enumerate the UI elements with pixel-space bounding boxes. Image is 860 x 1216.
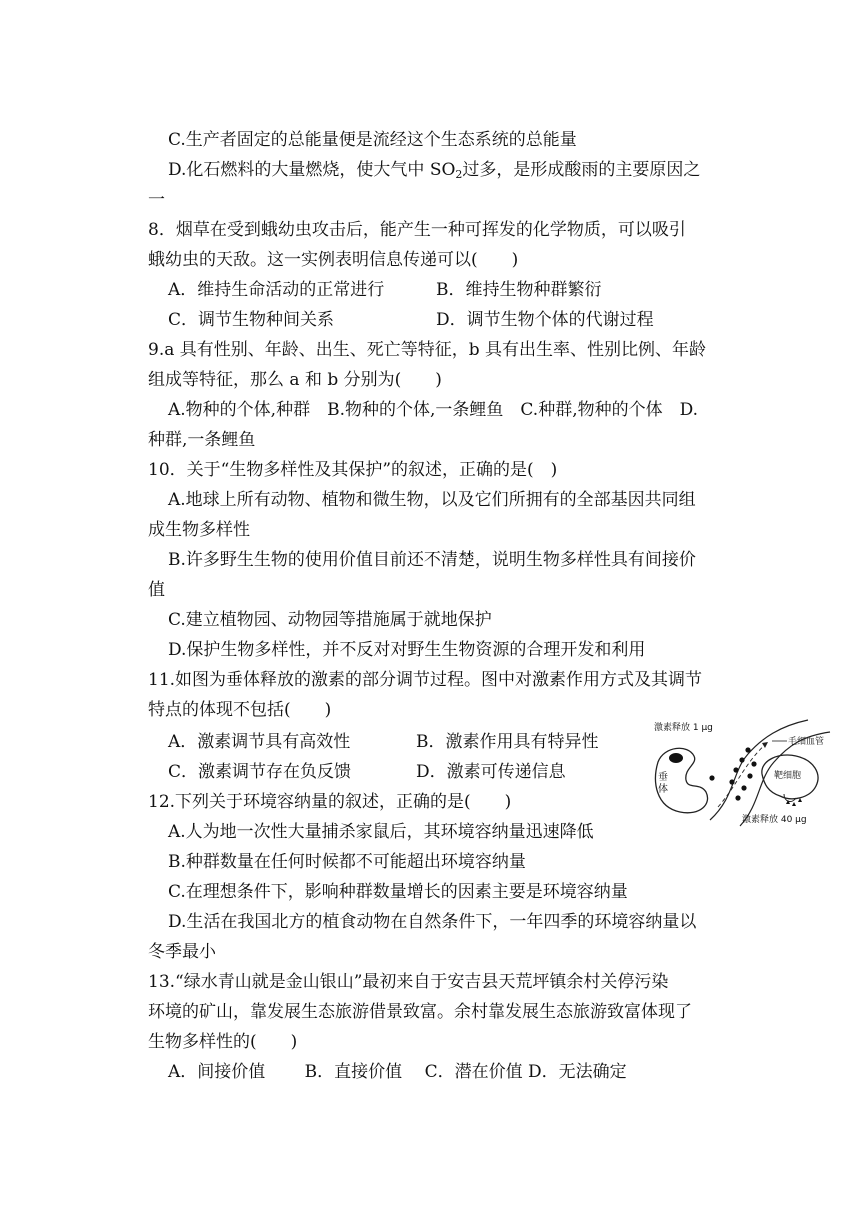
q10-option-b-line2: 值 [148,580,165,600]
q10-option-d: D.保护生物多样性，并不反对对野生生物资源的合理开发和利用 [168,640,646,660]
arrow-head-icon [762,742,768,748]
hormone-dot [729,779,734,784]
q11-stem-line1: 11.如图为垂体释放的激素的部分调节过程。图中对激素作用方式及其调节 [148,670,703,690]
q7-option-d-cont: 一 [148,190,165,210]
q10-stem: 10．关于“生物多样性及其保护”的叙述，正确的是( ) [148,460,558,480]
q9-options-line1: A.物种的个体,种群 B.物种的个体,一条鲤鱼 C.种群,物种的个体 D. [168,400,699,420]
q8-option-b: B．维持生物种群繁衍 [436,280,602,300]
hormone-dot [733,767,738,772]
label-release-top: 激素释放 1 μg [654,723,713,733]
pituitary-nucleus [669,753,683,763]
q12-stem: 12.下列关于环境容纳量的叙述，正确的是( ) [148,792,512,812]
hormone-dot [741,785,746,790]
q11-option-b: B．激素作用具有特异性 [416,732,599,752]
q13-options: A．间接价值 B．直接价值 C．潜在价值 D．无法确定 [168,1062,627,1082]
hormone-dot [735,795,740,800]
q11-option-d: D．激素可传递信息 [416,762,566,782]
q10-option-c: C.建立植物园、动物园等措施属于就地保护 [168,610,492,630]
q9-stem-line2: 组成等特征，那么 a 和 b 分别为( ) [148,370,442,390]
hormone-dot [709,775,714,780]
q8-stem-line2: 蛾幼虫的天敌。这一实例表明信息传递可以( ) [148,250,519,270]
q10-option-b-line1: B.许多野生生物的使用价值目前还不清楚，说明生物多样性具有间接价 [168,550,696,570]
q13-stem-line1: 13.“绿水青山就是金山银山”最初来自于安吉县天荒坪镇余村关停污染 [148,972,669,992]
hormone-dot [747,773,752,778]
q9-stem-line1b: 9.a 具有性别、年龄、出生、死亡等特征，b 具有出生率、性别比例、年龄 [148,340,707,360]
q9-options-line2: 种群,一条鲤鱼 [148,430,256,450]
hormone-dot [745,747,750,752]
q12-option-d-line1: D.生活在我国北方的植食动物在自然条件下，一年四季的环境容纳量以 [168,912,697,932]
hormone-dot [751,761,756,766]
q8-stem-line1: 8．烟草在受到蛾幼虫攻击后，能产生一种可挥发的化学物质，可以吸引 [148,220,686,240]
q8-option-a: A．维持生命活动的正常进行 [168,280,385,300]
label-capillary: 毛细血管 [788,737,825,747]
q7-option-d: D.化石燃料的大量燃烧，使大气中 $SO_2$过多，是形成酸雨的主要原因之 [168,160,701,181]
q12-option-d-line2: 冬季最小 [148,942,216,962]
blood-flow-arrow [718,742,768,807]
q8-option-c: C．调节生物种间关系 [168,310,335,330]
q7-option-c: C.生产者固定的总能量便是流经这个生态系统的总能量 [168,130,577,150]
label-release-bottom: 激素释放 40 μg [742,815,807,825]
q12-option-b: B.种群数量在任何时候都不可能超出环境容纳量 [168,852,526,872]
q11-stem-line2: 特点的体现不包括( ) [148,700,332,720]
q11-option-c: C．激素调节存在负反馈 [168,762,352,782]
q12-option-c: C.在理想条件下，影响种群数量增长的因素主要是环境容纳量 [168,882,628,902]
label-pituitary-1: 垂 [658,772,668,783]
q10-option-a-line1: A.地球上所有动物、植物和微生物，以及它们所拥有的全部基因共同组 [168,490,696,510]
q13-stem-line3: 生物多样性的( ) [148,1032,298,1052]
hormone-dot [739,757,744,762]
q11-option-a: A．激素调节具有高效性 [168,732,351,752]
q10-option-a-line2: 成生物多样性 [148,520,250,540]
q13-stem-line2: 环境的矿山，靠发展生态旅游借景致富。余村靠发展生态旅游致富体现了 [148,1002,692,1022]
q12-option-a: A.人为地一次性大量捕杀家鼠后，其环境容纳量迅速降低 [168,822,594,842]
q8-option-d: D．调节生物个体的代谢过程 [436,310,654,330]
hormone-regulation-figure [640,712,840,832]
label-target-cell: 靶细胞 [774,771,802,781]
label-pituitary-2: 体 [658,784,668,795]
